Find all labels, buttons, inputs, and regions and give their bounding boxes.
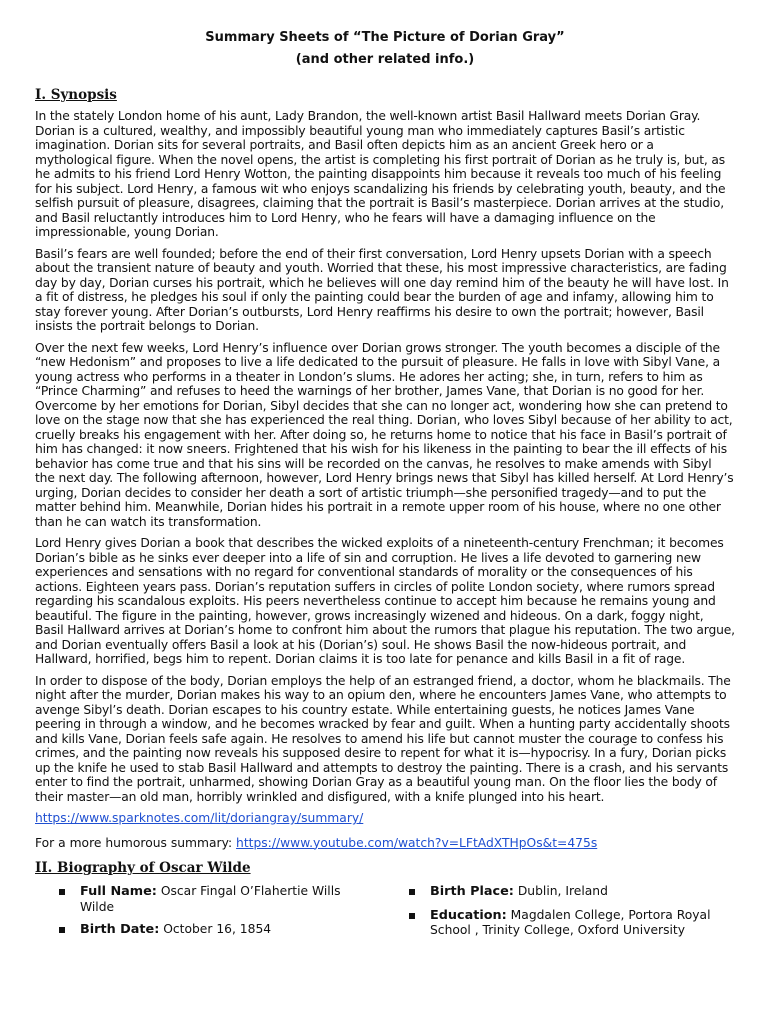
- synopsis-paragraph-1: In the stately London home of his aunt, Lady Brandon, the well-known artist Basil Hallward meets Dorian Gray. Dorian is a cultured, wealthy, and impossibly beautiful young man who immediately captures Basil’s artistic imagination. Dorian sits for several portraits, and Basil often depicts him as an ancient Greek hero or a mythological figure. When the novel opens, the artist is completing his first portrait of Dorian as he truly is, but, as he admits to his friend Lord Henry Wotton, the painting disappoints him because it reveals too much of his feeling for his subject. Lord Henry, a famous wit who enjoys scandalizing his friends by celebrating youth, beauty, and the selfish pursuit of pleasure, disagrees, claiming that the portrait is Basil’s masterpiece. Dorian arrives at the studio, and Basil reluctantly introduces him to Lord Henry, who he fears will have a damaging influence on the impressionable, young Dorian.: [35, 109, 726, 239]
- biography-heading: II. Biography of Oscar Wilde: [35, 860, 251, 876]
- birth-place-label: Birth Place:: [430, 884, 514, 899]
- document-page: [35, 27, 735, 946]
- synopsis-paragraph-3: Over the next few weeks, Lord Henry’s influence over Dorian grows stronger. The youth becomes a disciple of the “new Hedonism” and proposes to live a life dedicated to the pursuit of pleasure. He falls in love with Sibyl Vane, a young actress who performs in a theater in London’s slums. He adores her acting; she, in turn, refers to him as “Prince Charming” and refuses to heed the warnings of her brother, James Vane, that Dorian is no good for her. Overcome by her emotions for Dorian, Sibyl decides that she can no longer act, wondering how she can pretend to love on the stage now that she has experienced the real thing. Dorian, who loves Sibyl because of her ability to act, cruelly breaks his engagement with her. After doing so, he returns home to notice that his face in Basil’s portrait of him has changed: it now sneers. Frightened that his wish for his likeness in the painting to bear the ill effects of his behavior has come true and that his sins will be recorded on the canvas, he resolves to make amends with Sibyl the next day. The following afternoon, however, Lord Henry brings news that Sibyl has killed herself. At Lord Henry’s urging, Dorian decides to consider her death a sort of artistic triumph—she personified tragedy—and to put the matter behind him. Meanwhile, Dorian hides his portrait in a remote upper room of his house, where no one other than he can watch its transformation.: [35, 340, 734, 529]
- birth-date-label: Birth Date:: [80, 922, 160, 937]
- humorous-summary-line: [35, 836, 735, 851]
- education-item: [385, 908, 735, 938]
- square-bullet-icon: [59, 889, 65, 895]
- synopsis-heading: I. Synopsis: [35, 87, 117, 103]
- birth-place-item: [385, 884, 735, 900]
- sparknotes-link[interactable]: https://www.sparknotes.com/lit/doriangray/summary/: [35, 811, 364, 825]
- youtube-link[interactable]: https://www.youtube.com/watch?v=LFtAdXTHpOs&t=475s: [236, 835, 598, 850]
- sparknotes-line: [35, 811, 735, 826]
- birth-date-value: October 16, 1854: [159, 922, 272, 936]
- education-value: Magdalen College, Portora Royal School , Trinity College, Oxford University: [430, 907, 711, 937]
- biography-column-right: [385, 884, 735, 946]
- full-name-item: [35, 884, 385, 914]
- document-title: Summary Sheets of “The Picture of Dorian Gray”: [205, 30, 565, 45]
- birth-date-item: [35, 922, 385, 938]
- square-bullet-icon: [409, 889, 415, 895]
- square-bullet-icon: [59, 927, 65, 933]
- birth-place-value: Dublin, Ireland: [513, 884, 608, 898]
- education-label: Education:: [430, 907, 507, 923]
- biography-column-left: [35, 884, 385, 946]
- full-name-label: Full Name:: [80, 884, 157, 899]
- synopsis-paragraph-4: Lord Henry gives Dorian a book that describes the wicked exploits of a nineteenth-century Frenchman; it becomes Dorian’s bible as he sinks ever deeper into a life of sin and corruption. He lives a life devoted to garnering new experiences and sensations with no regard for conventional standards of morality or the consequences of his actions. Eighteen years pass. Dorian’s reputation suffers in circles of polite London society, where rumors spread regarding his scandalous exploits. His peers nevertheless continue to accept him because he remains young and beautiful. The figure in the painting, however, grows increasingly wizened and hideous. On a dark, foggy night, Basil Hallward arrives at Dorian’s home to confront him about the rumors that plague his reputation. The two argue, and Dorian eventually offers Basil a look at his (Dorian’s) soul. He shows Basil the now-hideous portrait, and Hallward, horrified, begs him to repent. Dorian claims it is too late for penance and kills Basil in a fit of rage.: [35, 536, 735, 666]
- square-bullet-icon: [409, 913, 415, 919]
- full-name-value: Oscar Fingal O’Flahertie Wills Wilde: [80, 884, 341, 914]
- document-subtitle: (and other related info.): [295, 52, 475, 67]
- humorous-summary-label: For a more humorous summary:: [35, 835, 237, 850]
- synopsis-paragraph-2: Basil’s fears are well founded; before the end of their first conversation, Lord Henry upsets Dorian with a speech about the transient nature of beauty and youth. Worried that these, his most impressive characteristics, are fading day by day, Dorian curses his portrait, which he believes will one day remind him of the beauty he will have lost. In a fit of distress, he pledges his soul if only the painting could bear the burden of age and infamy, allowing him to stay forever young. After Dorian’s outbursts, Lord Henry reaffirms his desire to own the portrait; however, Basil insists the portrait belongs to Dorian.: [35, 246, 729, 333]
- synopsis-paragraph-5: In order to dispose of the body, Dorian employs the help of an estranged friend, a doctor, whom he blackmails. The night after the murder, Dorian makes his way to an opium den, where he encounters James Vane, who attempts to avenge Sibyl’s death. Dorian escapes to his country estate. While entertaining guests, he notices James Vane peering in through a window, and he becomes wracked by fear and guilt. When a hunting party accidentally shoots and kills Vane, Dorian feels safe again. He resolves to amend his life but cannot muster the courage to confess his crimes, and the painting now reveals his supposed desire to repent for what it is—hypocrisy. In a fury, Dorian picks up the knife he used to stab Basil Hallward and attempts to destroy the painting. There is a crash, and his servants enter to find the portrait, unharmed, showing Dorian Gray as a beautiful young man. On the floor lies the body of their master—an old man, horribly wrinkled and disfigured, with a knife plunged into his heart.: [35, 673, 731, 804]
- biography-facts: [35, 884, 735, 946]
